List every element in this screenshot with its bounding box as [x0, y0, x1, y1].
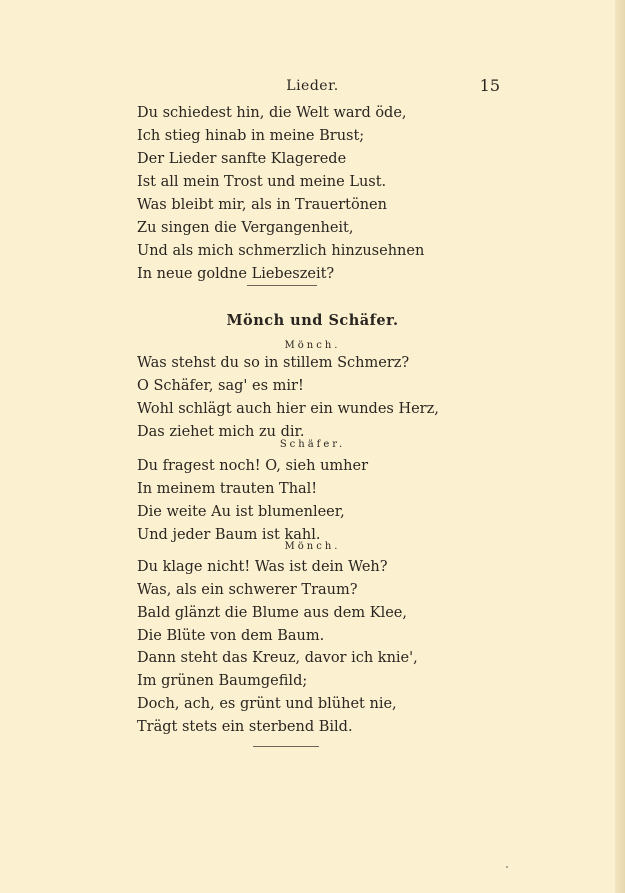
section-title: Mönch und Schäfer. — [226, 312, 399, 329]
verse-line: Dann steht das Kreuz, davor ich knie', — [137, 650, 418, 666]
separator-rule — [247, 285, 317, 286]
stanza-3 — [137, 556, 437, 648]
verse-line: Und jeder Baum ist kahl. — [137, 527, 321, 543]
stanza-1 — [137, 352, 437, 444]
page-number: 15 — [479, 76, 500, 95]
verse-line: Wohl schlägt auch hier ein wundes Herz, — [137, 401, 439, 417]
verse-line: Du fragest noch! O, sieh umher — [137, 458, 369, 474]
verse-line: Das ziehet mich zu dir. — [137, 424, 305, 440]
speaker-label: Schäfer. — [279, 439, 346, 450]
verse-line: Was, als ein schwerer Traum? — [137, 582, 358, 598]
verse-line: Zu singen die Vergangenheit, — [137, 220, 354, 236]
verse-line: In neue goldne Liebeszeit? — [137, 266, 335, 282]
verse-line: Und als mich schmerzlich hinzusehnen — [137, 243, 425, 259]
verse-line: Trägt stets ein sterbend Bild. — [137, 719, 353, 735]
verse-line: Ich stieg hinab in meine Brust; — [137, 128, 365, 144]
speaker-label: Mönch. — [284, 340, 341, 351]
verse-line: Du klage nicht! Was ist dein Weh? — [137, 559, 388, 575]
verse-line: Du schiedest hin, die Welt ward öde, — [137, 105, 407, 121]
verse-line: Ist all mein Trost und meine Lust. — [137, 174, 387, 190]
verse-line: Bald glänzt die Blume aus dem Klee, — [137, 605, 407, 621]
verse-line: Die weite Au ist blumenleer, — [137, 504, 345, 520]
verse-line: Im grünen Baumgefild; — [137, 673, 308, 689]
verse-line: Was bleibt mir, als in Trauertönen — [137, 197, 387, 213]
paper-speck — [506, 866, 508, 868]
separator-rule — [253, 746, 319, 747]
stanza-4 — [137, 647, 437, 739]
speaker-label: Mönch. — [284, 541, 341, 552]
verse-line: Die Blüte von dem Baum. — [137, 628, 325, 644]
verse-line: O Schäfer, sag' es mir! — [137, 378, 304, 394]
verse-line: In meinem trauten Thal! — [137, 481, 318, 497]
verse-line: Was stehst du so in stillem Schmerz? — [137, 355, 410, 371]
verse-line: Doch, ach, es grünt und blühet nie, — [137, 696, 397, 712]
poem-top — [137, 102, 437, 286]
running-header: Lieder. — [286, 78, 339, 94]
stanza-2 — [137, 455, 437, 547]
verse-line: Der Lieder sanfte Klagerede — [137, 151, 347, 167]
